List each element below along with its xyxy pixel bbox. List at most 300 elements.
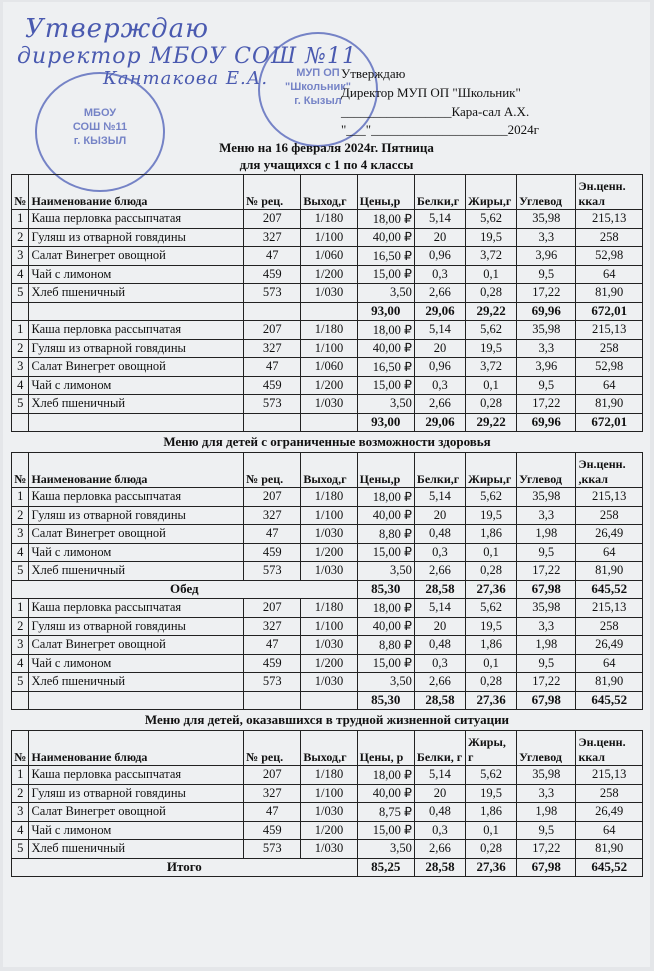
col-header: Эн.ценн. ккал (576, 731, 643, 766)
carbohydrates: 9,5 (517, 654, 576, 673)
school-stamp-line2: СОШ №11 (72, 121, 128, 133)
portion-output: 1/060 (301, 247, 357, 266)
dish-name: Хлеб пшеничный (29, 673, 244, 692)
section-heading-row (12, 710, 643, 731)
summary-carbs: 67,98 (517, 580, 576, 599)
carbohydrates: 9,5 (517, 543, 576, 562)
carbohydrates: 17,22 (517, 284, 576, 303)
recipe-number: 573 (244, 673, 301, 692)
recipe-number: 459 (244, 376, 301, 395)
table-summary-row (12, 413, 643, 432)
col-header: № (12, 175, 29, 210)
portion-output: 1/030 (301, 395, 357, 414)
table-row (12, 821, 643, 840)
fat: 3,72 (466, 358, 517, 377)
summary-fat: 27,36 (466, 691, 517, 710)
approval-line1: Утверждаю (341, 66, 406, 81)
dish-name: Чай с лимоном (29, 376, 244, 395)
col-header: Жиры,г (466, 453, 517, 488)
table-row (12, 488, 643, 507)
col-header: Выход,г (301, 175, 357, 210)
carbohydrates: 9,5 (517, 376, 576, 395)
dish-price: 8,75 ₽ (357, 803, 414, 822)
recipe-number: 47 (244, 636, 301, 655)
energy-value: 258 (576, 228, 643, 247)
fat: 19,5 (466, 784, 517, 803)
recipe-number: 207 (244, 488, 301, 507)
fat: 1,86 (466, 803, 517, 822)
energy-value: 81,90 (576, 395, 643, 414)
dish-name: Хлеб пшеничный (29, 284, 244, 303)
table-row (12, 506, 643, 525)
table-row (12, 784, 643, 803)
summary-protein: 29,06 (414, 302, 465, 321)
energy-value: 81,90 (576, 673, 643, 692)
dish-name: Каша перловка рассыпчатая (29, 210, 244, 229)
carbohydrates: 17,22 (517, 395, 576, 414)
dish-number: 5 (12, 562, 29, 581)
protein: 0,3 (414, 654, 465, 673)
portion-output: 1/180 (301, 321, 357, 340)
dish-price: 15,00 ₽ (357, 821, 414, 840)
col-header: Эн.ценн. ккал (576, 175, 643, 210)
carbohydrates: 3,3 (517, 506, 576, 525)
dish-number: 1 (12, 766, 29, 785)
col-header: Углевод (517, 175, 576, 210)
dish-name: Гуляш из отварной говядины (29, 228, 244, 247)
col-header: Белки,г (414, 453, 465, 488)
energy-value: 215,13 (576, 599, 643, 618)
fat: 0,1 (466, 265, 517, 284)
protein: 2,66 (414, 562, 465, 581)
table-row (12, 339, 643, 358)
dish-name: Гуляш из отварной говядины (29, 506, 244, 525)
col-header: № (12, 731, 29, 766)
portion-output: 1/100 (301, 506, 357, 525)
protein: 2,66 (414, 840, 465, 859)
col-header: Жиры, г (466, 731, 517, 766)
fat: 0,1 (466, 821, 517, 840)
recipe-number: 573 (244, 840, 301, 859)
dish-price: 18,00 ₽ (357, 599, 414, 618)
energy-value: 258 (576, 784, 643, 803)
recipe-number: 459 (244, 654, 301, 673)
handwritten-signature-name: Кантакова Е.А. (103, 68, 269, 89)
portion-output: 1/030 (301, 840, 357, 859)
dish-name: Каша перловка рассыпчатая (29, 321, 244, 340)
dish-name: Салат Винегрет овощной (29, 525, 244, 544)
fat: 0,1 (466, 543, 517, 562)
table-row (12, 395, 643, 414)
portion-output: 1/200 (301, 265, 357, 284)
dish-name: Салат Винегрет овощной (29, 358, 244, 377)
recipe-number: 459 (244, 543, 301, 562)
portion-output: 1/030 (301, 525, 357, 544)
recipe-number: 327 (244, 506, 301, 525)
table-row (12, 617, 643, 636)
energy-value: 26,49 (576, 803, 643, 822)
protein: 20 (414, 617, 465, 636)
summary-label-total: Итого (12, 858, 358, 877)
protein: 0,48 (414, 803, 465, 822)
summary-energy: 645,52 (576, 858, 643, 877)
table-row (12, 284, 643, 303)
summary-carbs: 67,98 (517, 858, 576, 877)
protein: 5,14 (414, 766, 465, 785)
dish-name: Салат Винегрет овощной (29, 636, 244, 655)
summary-price: 85,30 (357, 580, 414, 599)
energy-value: 81,90 (576, 840, 643, 859)
recipe-number: 207 (244, 210, 301, 229)
dish-name: Чай с лимоном (29, 654, 244, 673)
approval-line3: _________________Кара-сал А.Х. (341, 104, 530, 119)
dish-number: 1 (12, 321, 29, 340)
protein: 0,3 (414, 821, 465, 840)
recipe-number: 207 (244, 321, 301, 340)
energy-value: 52,98 (576, 247, 643, 266)
carbohydrates: 35,98 (517, 766, 576, 785)
table-row (12, 803, 643, 822)
dish-name: Хлеб пшеничный (29, 562, 244, 581)
dish-price: 40,00 ₽ (357, 228, 414, 247)
table-row (12, 562, 643, 581)
protein: 0,3 (414, 543, 465, 562)
col-header: № рец. (244, 453, 301, 488)
energy-value: 215,13 (576, 210, 643, 229)
dish-price: 18,00 ₽ (357, 488, 414, 507)
recipe-number: 459 (244, 265, 301, 284)
dish-number: 3 (12, 525, 29, 544)
portion-output: 1/030 (301, 636, 357, 655)
summary-energy: 672,01 (576, 302, 643, 321)
portion-output: 1/180 (301, 488, 357, 507)
protein: 0,3 (414, 376, 465, 395)
carbohydrates: 35,98 (517, 321, 576, 340)
col-header: Цены,р (357, 175, 414, 210)
dish-name: Каша перловка рассыпчатая (29, 599, 244, 618)
energy-value: 26,49 (576, 525, 643, 544)
dish-number: 3 (12, 803, 29, 822)
menu-subtitle: для учащихся с 1 по 4 классы (239, 157, 414, 172)
dish-number: 3 (12, 358, 29, 377)
recipe-number: 327 (244, 617, 301, 636)
dish-price: 40,00 ₽ (357, 506, 414, 525)
carbohydrates: 9,5 (517, 821, 576, 840)
dish-price: 40,00 ₽ (357, 617, 414, 636)
carbohydrates: 9,5 (517, 265, 576, 284)
fat: 0,28 (466, 562, 517, 581)
table-row (12, 543, 643, 562)
table-row (12, 636, 643, 655)
energy-value: 64 (576, 654, 643, 673)
table-row (12, 673, 643, 692)
table-summary-row (12, 858, 643, 877)
protein: 2,66 (414, 673, 465, 692)
fat: 19,5 (466, 339, 517, 358)
table-row (12, 358, 643, 377)
dish-number: 2 (12, 228, 29, 247)
summary-protein: 28,58 (414, 580, 465, 599)
menu-title: Меню на 16 февраля 2024г. Пятница (219, 140, 434, 155)
protein: 20 (414, 339, 465, 358)
dish-number: 1 (12, 210, 29, 229)
summary-label-lunch: Обед (12, 580, 358, 599)
dish-number: 1 (12, 599, 29, 618)
portion-output: 1/200 (301, 821, 357, 840)
recipe-number: 327 (244, 784, 301, 803)
dish-name: Гуляш из отварной говядины (29, 339, 244, 358)
table-header-row (12, 175, 643, 210)
summary-carbs: 67,98 (517, 691, 576, 710)
col-header: № (12, 453, 29, 488)
dish-name: Салат Винегрет овощной (29, 803, 244, 822)
table-row (12, 247, 643, 266)
fat: 1,86 (466, 636, 517, 655)
dish-name: Гуляш из отварной говядины (29, 617, 244, 636)
energy-value: 258 (576, 339, 643, 358)
dish-name: Каша перловка рассыпчатая (29, 766, 244, 785)
dish-number: 2 (12, 506, 29, 525)
col-header: № рец. (244, 731, 301, 766)
summary-energy: 672,01 (576, 413, 643, 432)
dish-name: Хлеб пшеничный (29, 840, 244, 859)
dish-price: 8,80 ₽ (357, 525, 414, 544)
section-heading-ovz: Меню для детей с ограниченные возможности здоровья (12, 432, 643, 453)
table-summary-row (12, 691, 643, 710)
dish-price: 15,00 ₽ (357, 654, 414, 673)
dish-number: 2 (12, 339, 29, 358)
portion-output: 1/030 (301, 673, 357, 692)
fat: 5,62 (466, 599, 517, 618)
dish-number: 5 (12, 284, 29, 303)
portion-output: 1/200 (301, 376, 357, 395)
portion-output: 1/100 (301, 339, 357, 358)
portion-output: 1/030 (301, 562, 357, 581)
dish-number: 5 (12, 840, 29, 859)
dish-number: 4 (12, 654, 29, 673)
recipe-number: 327 (244, 339, 301, 358)
protein: 0,96 (414, 247, 465, 266)
col-header: Жиры,г (466, 175, 517, 210)
fat: 5,62 (466, 210, 517, 229)
recipe-number: 459 (244, 821, 301, 840)
summary-protein: 28,58 (414, 858, 465, 877)
school-stamp-line1: МБОУ (83, 107, 117, 119)
handwritten-approval-line1: Утверждаю (25, 14, 210, 44)
col-header: Выход,г (301, 731, 357, 766)
dish-price: 3,50 (357, 284, 414, 303)
fat: 0,28 (466, 395, 517, 414)
col-header: Наименование блюда (29, 175, 244, 210)
table-row (12, 376, 643, 395)
dish-name: Чай с лимоном (29, 265, 244, 284)
summary-price: 85,30 (357, 691, 414, 710)
dish-price: 40,00 ₽ (357, 339, 414, 358)
energy-value: 81,90 (576, 562, 643, 581)
dish-price: 15,00 ₽ (357, 376, 414, 395)
dish-price: 3,50 (357, 673, 414, 692)
dish-name: Чай с лимоном (29, 821, 244, 840)
fat: 0,28 (466, 840, 517, 859)
dish-price: 18,00 ₽ (357, 321, 414, 340)
summary-energy: 645,52 (576, 691, 643, 710)
carbohydrates: 1,98 (517, 636, 576, 655)
dish-number: 4 (12, 265, 29, 284)
carbohydrates: 35,98 (517, 488, 576, 507)
table-row (12, 321, 643, 340)
recipe-number: 327 (244, 228, 301, 247)
summary-price: 85,25 (357, 858, 414, 877)
dish-number: 5 (12, 673, 29, 692)
summary-energy: 645,52 (576, 580, 643, 599)
protein: 0,96 (414, 358, 465, 377)
protein: 2,66 (414, 395, 465, 414)
portion-output: 1/100 (301, 784, 357, 803)
col-header: Белки, г (414, 731, 465, 766)
carbohydrates: 17,22 (517, 673, 576, 692)
dish-name: Гуляш из отварной говядины (29, 784, 244, 803)
carbohydrates: 3,96 (517, 358, 576, 377)
energy-value: 64 (576, 265, 643, 284)
dish-price: 3,50 (357, 562, 414, 581)
protein: 20 (414, 506, 465, 525)
portion-output: 1/030 (301, 803, 357, 822)
dish-price: 16,50 ₽ (357, 247, 414, 266)
energy-value: 215,13 (576, 488, 643, 507)
portion-output: 1/180 (301, 210, 357, 229)
col-header: Выход,г (301, 453, 357, 488)
summary-fat: 27,36 (466, 858, 517, 877)
dish-price: 15,00 ₽ (357, 265, 414, 284)
recipe-number: 573 (244, 562, 301, 581)
recipe-number: 47 (244, 525, 301, 544)
dish-number: 3 (12, 247, 29, 266)
table-row (12, 228, 643, 247)
col-header: Наименование блюда (29, 731, 244, 766)
menu-table (11, 174, 643, 877)
energy-value: 81,90 (576, 284, 643, 303)
energy-value: 64 (576, 821, 643, 840)
portion-output: 1/100 (301, 617, 357, 636)
summary-protein: 29,06 (414, 413, 465, 432)
dish-price: 18,00 ₽ (357, 210, 414, 229)
carbohydrates: 17,22 (517, 840, 576, 859)
dish-number: 4 (12, 821, 29, 840)
energy-value: 258 (576, 506, 643, 525)
table-row (12, 840, 643, 859)
dish-price: 8,80 ₽ (357, 636, 414, 655)
approval-line2: Директор МУП ОП "Школьник" (341, 85, 521, 100)
dish-number: 4 (12, 376, 29, 395)
fat: 5,62 (466, 766, 517, 785)
energy-value: 64 (576, 376, 643, 395)
table-row (12, 210, 643, 229)
table-row (12, 654, 643, 673)
fat: 0,1 (466, 654, 517, 673)
table-row (12, 525, 643, 544)
table-row (12, 599, 643, 618)
carbohydrates: 3,3 (517, 339, 576, 358)
summary-carbs: 69,96 (517, 302, 576, 321)
portion-output: 1/180 (301, 766, 357, 785)
table-summary-row (12, 580, 643, 599)
energy-value: 215,13 (576, 321, 643, 340)
fat: 1,86 (466, 525, 517, 544)
dish-number: 1 (12, 488, 29, 507)
protein: 5,14 (414, 210, 465, 229)
dish-name: Салат Винегрет овощной (29, 247, 244, 266)
carbohydrates: 35,98 (517, 599, 576, 618)
dish-price: 16,50 ₽ (357, 358, 414, 377)
dish-name: Чай с лимоном (29, 543, 244, 562)
dish-price: 3,50 (357, 840, 414, 859)
dish-name: Каша перловка рассыпчатая (29, 488, 244, 507)
dish-number: 2 (12, 617, 29, 636)
fat: 19,5 (466, 228, 517, 247)
energy-value: 64 (576, 543, 643, 562)
portion-output: 1/030 (301, 284, 357, 303)
protein: 20 (414, 228, 465, 247)
protein: 2,66 (414, 284, 465, 303)
protein: 0,3 (414, 265, 465, 284)
table-header-row (12, 453, 643, 488)
dish-price: 3,50 (357, 395, 414, 414)
fat: 3,72 (466, 247, 517, 266)
energy-value: 215,13 (576, 766, 643, 785)
energy-value: 258 (576, 617, 643, 636)
energy-value: 26,49 (576, 636, 643, 655)
dish-price: 18,00 ₽ (357, 766, 414, 785)
summary-price: 93,00 (357, 413, 414, 432)
dish-number: 3 (12, 636, 29, 655)
portion-output: 1/180 (301, 599, 357, 618)
portion-output: 1/060 (301, 358, 357, 377)
portion-output: 1/200 (301, 543, 357, 562)
col-header: Наименование блюда (29, 453, 244, 488)
energy-value: 52,98 (576, 358, 643, 377)
recipe-number: 207 (244, 599, 301, 618)
fat: 0,28 (466, 673, 517, 692)
mup-stamp-line1: МУП ОП (296, 67, 340, 79)
protein: 5,14 (414, 488, 465, 507)
col-header: Цены,р (357, 453, 414, 488)
fat: 0,28 (466, 284, 517, 303)
fat: 5,62 (466, 488, 517, 507)
protein: 5,14 (414, 321, 465, 340)
school-stamp-line3: г. КЫЗЫЛ (73, 135, 127, 147)
carbohydrates: 3,96 (517, 247, 576, 266)
approval-line4: "___"_____________________2024г (341, 122, 539, 137)
section-heading-row (12, 432, 643, 453)
dish-number: 2 (12, 784, 29, 803)
recipe-number: 573 (244, 284, 301, 303)
col-header: Цены, р (357, 731, 414, 766)
handwritten-approval-line2: директор МБОУ СОШ №11 (17, 44, 357, 69)
table-header-row (12, 731, 643, 766)
carbohydrates: 1,98 (517, 803, 576, 822)
protein: 0,48 (414, 525, 465, 544)
col-header: № рец. (244, 175, 301, 210)
summary-fat: 27,36 (466, 580, 517, 599)
summary-carbs: 69,96 (517, 413, 576, 432)
protein: 5,14 (414, 599, 465, 618)
fat: 19,5 (466, 506, 517, 525)
col-header: Эн.ценн. ,ккал (576, 453, 643, 488)
section-heading-tzs: Меню для детей, оказавшихся в трудной жизненной ситуации (12, 710, 643, 731)
carbohydrates: 3,3 (517, 617, 576, 636)
recipe-number: 47 (244, 358, 301, 377)
recipe-number: 47 (244, 803, 301, 822)
